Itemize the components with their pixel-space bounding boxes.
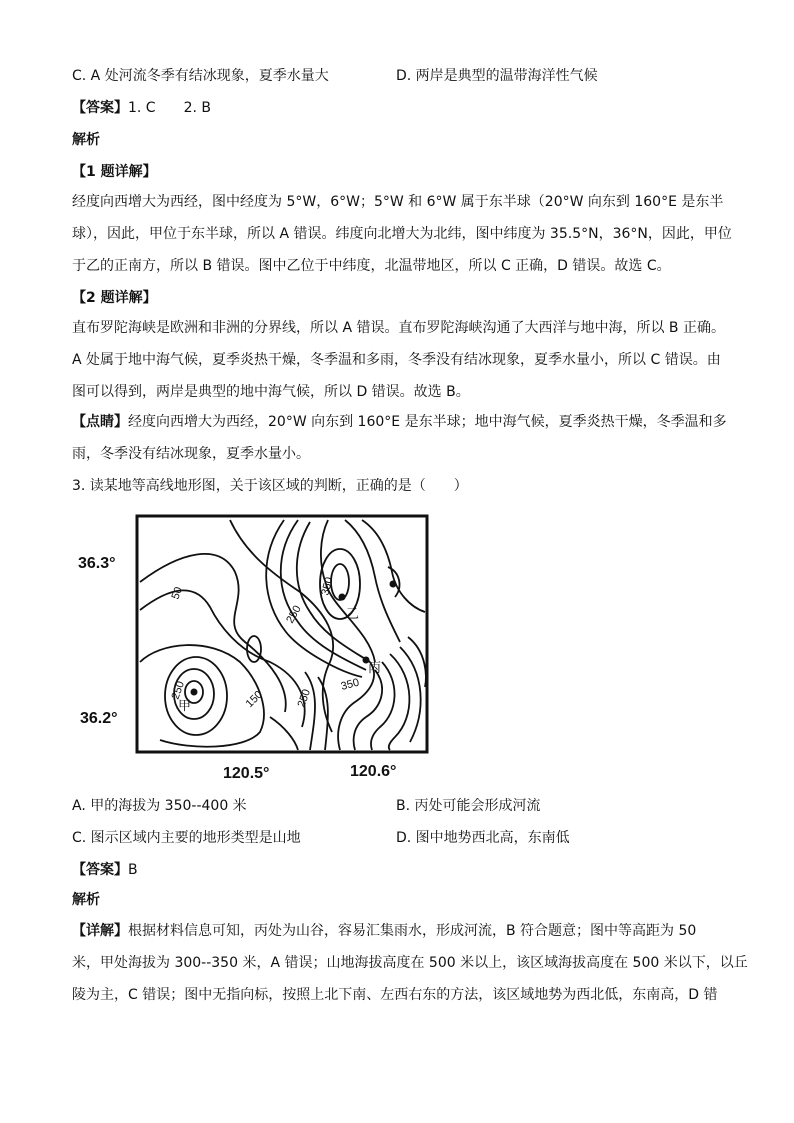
point-marker — [390, 581, 397, 588]
q3-option-d: D. 图中地势西北高，东南低 — [396, 830, 570, 846]
answer-text: 1. C 2. B — [128, 100, 211, 116]
q3-detail-line: 米，甲处海拔为 300--350 米，A 错误；山地海拔高度在 500 米以上，该区域海拔高度在 500 米以下，以丘 — [72, 955, 748, 971]
contour-label-150: 150 — [243, 688, 266, 711]
contour-map — [70, 512, 450, 787]
contour-label-250: 250 — [284, 603, 304, 626]
option-d: D. 两岸是典型的温带海洋性气候 — [396, 68, 598, 84]
detail2-line: 直布罗陀海峡是欧洲和非洲的分界线，所以 A 错误。直布罗陀海峡沟通了大西洋与地中海，所以 B 正确。 — [72, 320, 725, 336]
analysis-tag: 解析 — [72, 132, 100, 148]
detail1-tag: 【1 题详解】 — [72, 164, 157, 180]
place-yi: 乙 — [346, 607, 360, 622]
q3-answer-tag: 【答案】 — [72, 862, 128, 878]
detail2-tag: 【2 题详解】 — [72, 290, 157, 306]
lat-top: 36.3° — [78, 555, 116, 572]
q3-analysis-tag: 解析 — [72, 892, 100, 908]
q3-detail-tag: 【详解】 — [72, 923, 128, 939]
contour-label-250: 250 — [295, 687, 314, 710]
contour-label-50: 50 — [169, 585, 186, 602]
q3-detail-line — [72, 921, 722, 941]
tip-text: 经度向西增大为西经，20°W 向东到 160°E 是东半球；地中海气候，夏季炎热干燥，冬季温和多 — [128, 414, 727, 430]
analysis-heading — [72, 130, 722, 150]
detail1-line: 于乙的正南方，所以 B 错误。图中乙位于中纬度，北温带地区，所以 C 正确，D 错误。故选 C。 — [72, 258, 671, 274]
point-yi — [339, 594, 346, 601]
detail2-heading — [72, 288, 722, 308]
q3-answer-text: B — [128, 862, 138, 878]
q3-option-c: C. 图示区域内主要的地形类型是山地 — [72, 830, 301, 846]
place-bing: 丙 — [368, 661, 382, 676]
tip-tag: 【点睛】 — [72, 414, 128, 430]
detail2-line: A 处属于地中海气候，夏季炎热干燥，冬季温和多雨，冬季没有结冰现象，夏季水量小，所以 C 错误。由 — [72, 352, 721, 368]
detail1-line: 球），因此，甲位于东半球，所以 A 错误。纬度向北增大为北纬，图中纬度为 35.5°N，36°N，因此，甲位 — [72, 226, 732, 242]
contour-label-350: 350 — [319, 575, 336, 597]
tip-line — [72, 412, 727, 432]
detail1-heading — [72, 162, 722, 182]
detail1-line: 经度向西增大为西经，图中经度为 5°W，6°W；5°W 和 6°W 属于东半球（20°W 向东到 160°E 是东半 — [72, 194, 724, 210]
q3-option-a: A. 甲的海拔为 350--400 米 — [72, 798, 247, 814]
contour-label-250: 250 — [169, 679, 188, 702]
tip-line: 雨，冬季没有结冰现象，夏季水量小。 — [72, 446, 310, 462]
q3-detail-text: 根据材料信息可知，丙处为山谷，容易汇集雨水，形成河流，B 符合题意；图中等高距为 50 — [128, 923, 697, 939]
point-jia — [191, 689, 198, 696]
answer-line — [72, 98, 722, 118]
answer-tag: 【答案】 — [72, 100, 128, 116]
detail2-line: 图可以得到，两岸是典型的地中海气候，所以 D 错误。故选 B。 — [72, 384, 470, 400]
contour-label-350: 350 — [339, 676, 361, 693]
q3-analysis-heading — [72, 890, 722, 910]
lon-left: 120.5° — [223, 765, 270, 782]
lon-right: 120.6° — [350, 763, 397, 780]
option-c: C. A 处河流冬季有结冰现象，夏季水量大 — [72, 68, 329, 84]
place-jia: 甲 — [178, 699, 192, 714]
q3-detail-line: 陵为主，C 错误；图中无指向标，按照上北下南、左西右东的方法，该区域地势为西北低，东南高，D 错 — [72, 987, 718, 1003]
lat-bottom: 36.2° — [80, 710, 118, 727]
question3-stem: 3. 读某地等高线地形图，关于该区域的判断，正确的是（ ） — [72, 478, 468, 494]
map-frame — [137, 516, 427, 752]
q3-option-b: B. 丙处可能会形成河流 — [396, 798, 541, 814]
q3-answer-line — [72, 860, 722, 880]
